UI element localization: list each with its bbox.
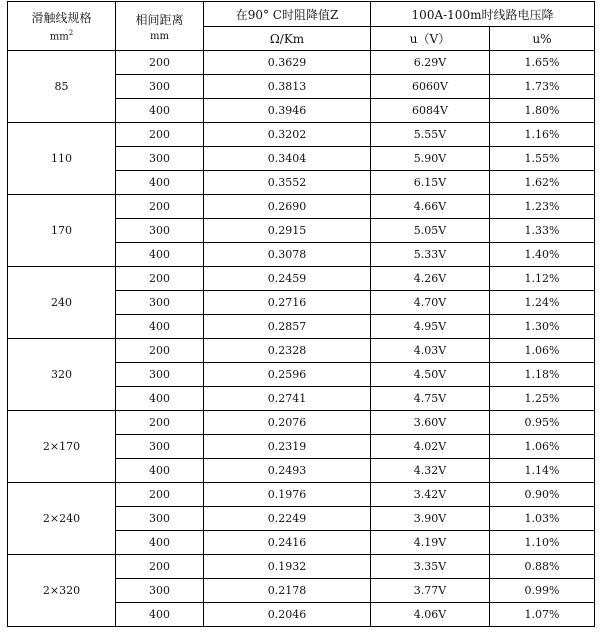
header-spec-unit xyxy=(8,29,115,42)
impedance-cell: 0.3946 xyxy=(204,99,371,123)
impedance-cell: 0.2249 xyxy=(204,507,371,531)
voltage-drop-pct-cell: 1.55% xyxy=(490,147,595,171)
header-spec-label: 滑触线规格 xyxy=(31,11,92,26)
spacing-cell: 200 xyxy=(116,483,204,507)
voltage-drop-cell: 4.26V xyxy=(371,267,490,291)
voltage-drop-pct-cell: 1.65% xyxy=(490,51,595,75)
voltage-drop-cell: 6084V xyxy=(371,99,490,123)
voltage-drop-cell: 5.55V xyxy=(371,123,490,147)
impedance-cell: 0.2741 xyxy=(204,387,371,411)
spacing-cell: 300 xyxy=(116,147,204,171)
spacing-cell: 400 xyxy=(116,531,204,555)
voltage-drop-pct-cell: 1.06% xyxy=(490,339,595,363)
spec-cell: 2×320 xyxy=(8,555,116,627)
voltage-drop-pct-cell: 1.18% xyxy=(490,363,595,387)
voltage-drop-cell: 3.77V xyxy=(371,579,490,603)
voltage-drop-pct-cell: 0.90% xyxy=(490,483,595,507)
impedance-cell: 0.2690 xyxy=(204,195,371,219)
spacing-cell: 300 xyxy=(116,75,204,99)
impedance-cell: 0.3078 xyxy=(204,243,371,267)
voltage-drop-pct-cell: 0.99% xyxy=(490,579,595,603)
table-header xyxy=(8,2,595,51)
header-voltage-drop: 100A-100m时线路电压降 xyxy=(371,2,595,27)
voltage-drop-cell: 6.29V xyxy=(371,51,490,75)
voltage-drop-pct-cell: 1.62% xyxy=(490,171,595,195)
voltage-drop-pct-cell: 1.06% xyxy=(490,435,595,459)
header-impedance: 在90° C时阻降值Z xyxy=(204,2,371,27)
impedance-cell: 0.3629 xyxy=(204,51,371,75)
impedance-cell: 0.1932 xyxy=(204,555,371,579)
voltage-drop-cell: 3.35V xyxy=(371,555,490,579)
spacing-cell: 200 xyxy=(116,339,204,363)
voltage-drop-pct-cell: 1.03% xyxy=(490,507,595,531)
spacing-cell: 400 xyxy=(116,459,204,483)
voltage-drop-cell: 4.66V xyxy=(371,195,490,219)
table-row xyxy=(8,267,595,291)
impedance-cell: 0.2493 xyxy=(204,459,371,483)
voltage-drop-cell: 6060V xyxy=(371,75,490,99)
impedance-cell: 0.3552 xyxy=(204,171,371,195)
voltage-drop-pct-cell: 1.07% xyxy=(490,603,595,627)
impedance-cell: 0.2319 xyxy=(204,435,371,459)
impedance-cell: 0.2459 xyxy=(204,267,371,291)
spec-cell: 110 xyxy=(8,123,116,195)
voltage-drop-pct-cell: 1.24% xyxy=(490,291,595,315)
voltage-drop-cell: 3.42V xyxy=(371,483,490,507)
header-spacing-unit: mm xyxy=(150,30,169,42)
voltage-drop-cell: 4.06V xyxy=(371,603,490,627)
header-impedance-unit: Ω/Km xyxy=(204,27,371,51)
impedance-cell: 0.2328 xyxy=(204,339,371,363)
spec-cell: 2×170 xyxy=(8,411,116,483)
spacing-cell: 400 xyxy=(116,99,204,123)
voltage-drop-pct-cell: 1.25% xyxy=(490,387,595,411)
voltage-drop-pct-cell: 1.30% xyxy=(490,315,595,339)
spec-cell: 320 xyxy=(8,339,116,411)
spec-cell: 170 xyxy=(8,195,116,267)
table-row xyxy=(8,339,595,363)
spacing-cell: 300 xyxy=(116,579,204,603)
voltage-drop-cell: 4.03V xyxy=(371,339,490,363)
impedance-cell: 0.2076 xyxy=(204,411,371,435)
impedance-cell: 0.2915 xyxy=(204,219,371,243)
header-drop-pct: u% xyxy=(490,27,595,51)
voltage-drop-cell: 3.60V xyxy=(371,411,490,435)
header-spacing-label: 相间距离 xyxy=(135,12,184,27)
voltage-drop-pct-cell: 0.95% xyxy=(490,411,595,435)
table-row xyxy=(8,51,595,75)
voltage-drop-cell: 5.33V xyxy=(371,243,490,267)
voltage-drop-cell: 4.02V xyxy=(371,435,490,459)
spacing-cell: 300 xyxy=(116,291,204,315)
voltage-drop-cell: 4.70V xyxy=(371,291,490,315)
header-spec-unit-base: mm xyxy=(49,31,69,43)
impedance-cell: 0.2716 xyxy=(204,291,371,315)
impedance-cell: 0.3813 xyxy=(204,75,371,99)
voltage-drop-pct-cell: 1.73% xyxy=(490,75,595,99)
impedance-cell: 0.2596 xyxy=(204,363,371,387)
spacing-cell: 400 xyxy=(116,243,204,267)
voltage-drop-cell: 4.75V xyxy=(371,387,490,411)
impedance-cell: 0.2857 xyxy=(204,315,371,339)
voltage-drop-pct-cell: 1.23% xyxy=(490,195,595,219)
spec-cell: 240 xyxy=(8,267,116,339)
header-spacing xyxy=(116,2,204,51)
impedance-cell: 0.1976 xyxy=(204,483,371,507)
spacing-cell: 200 xyxy=(116,555,204,579)
table-row xyxy=(8,555,595,579)
spec-cell: 2×240 xyxy=(8,483,116,555)
voltage-drop-cell: 5.05V xyxy=(371,219,490,243)
table-row xyxy=(8,411,595,435)
spacing-cell: 400 xyxy=(116,315,204,339)
voltage-drop-cell: 4.50V xyxy=(371,363,490,387)
table-body xyxy=(8,51,595,627)
voltage-drop-cell: 4.95V xyxy=(371,315,490,339)
table-row xyxy=(8,195,595,219)
voltage-drop-cell: 4.32V xyxy=(371,459,490,483)
spacing-cell: 200 xyxy=(116,123,204,147)
voltage-drop-cell: 6.15V xyxy=(371,171,490,195)
spacing-cell: 300 xyxy=(116,219,204,243)
spacing-cell: 200 xyxy=(116,267,204,291)
spacing-cell: 200 xyxy=(116,195,204,219)
impedance-cell: 0.3404 xyxy=(204,147,371,171)
voltage-drop-table xyxy=(7,1,595,627)
header-drop-u: u（V） xyxy=(371,27,490,51)
impedance-cell: 0.3202 xyxy=(204,123,371,147)
voltage-drop-cell: 4.19V xyxy=(371,531,490,555)
voltage-drop-pct-cell: 1.40% xyxy=(490,243,595,267)
table-row xyxy=(8,483,595,507)
spec-cell: 85 xyxy=(8,51,116,123)
voltage-drop-cell: 5.90V xyxy=(371,147,490,171)
spacing-cell: 300 xyxy=(116,363,204,387)
voltage-drop-pct-cell: 1.16% xyxy=(490,123,595,147)
spacing-cell: 300 xyxy=(116,435,204,459)
spacing-cell: 400 xyxy=(116,387,204,411)
spacing-cell: 400 xyxy=(116,171,204,195)
spacing-cell: 400 xyxy=(116,603,204,627)
table-row xyxy=(8,123,595,147)
voltage-drop-cell: 3.90V xyxy=(371,507,490,531)
spacing-cell: 300 xyxy=(116,507,204,531)
voltage-drop-pct-cell: 1.14% xyxy=(490,459,595,483)
voltage-drop-pct-cell: 1.12% xyxy=(490,267,595,291)
header-spec-unit-sup: 2 xyxy=(68,29,74,38)
header-spec xyxy=(8,2,116,51)
impedance-cell: 0.2046 xyxy=(204,603,371,627)
impedance-cell: 0.2178 xyxy=(204,579,371,603)
spacing-cell: 200 xyxy=(116,51,204,75)
voltage-drop-pct-cell: 0.88% xyxy=(490,555,595,579)
impedance-cell: 0.2416 xyxy=(204,531,371,555)
voltage-drop-pct-cell: 1.80% xyxy=(490,99,595,123)
voltage-drop-pct-cell: 1.33% xyxy=(490,219,595,243)
spacing-cell: 200 xyxy=(116,411,204,435)
voltage-drop-pct-cell: 1.10% xyxy=(490,531,595,555)
